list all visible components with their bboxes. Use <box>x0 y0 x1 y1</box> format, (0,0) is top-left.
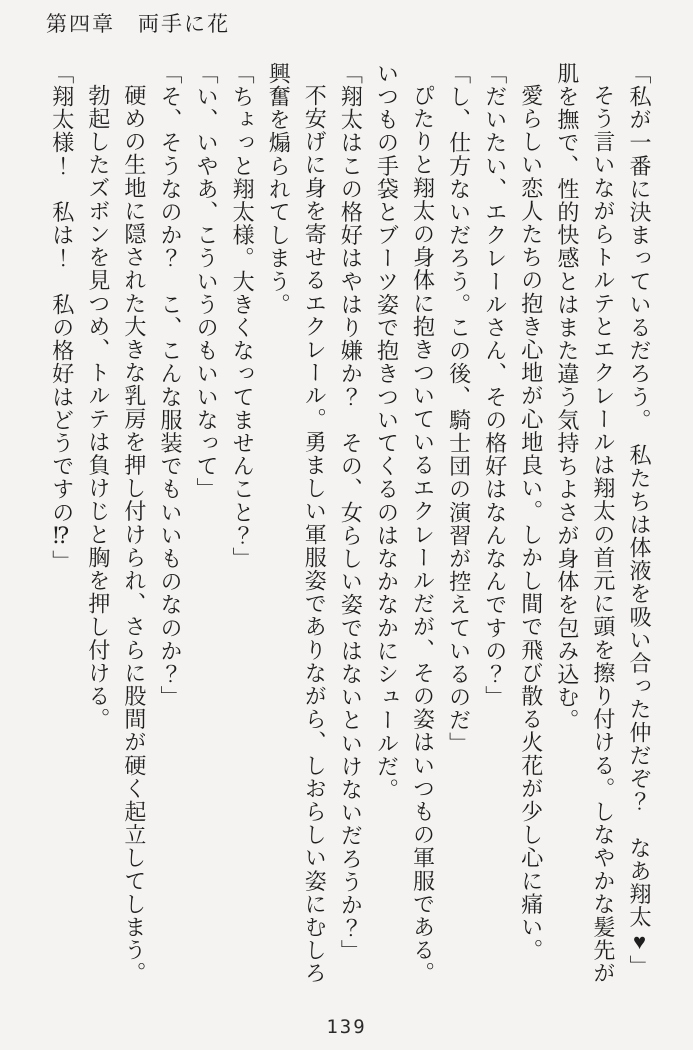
chapter-header: 第四章 両手に花 <box>46 12 230 36</box>
paragraph: 「そ、そうなのか？ こ、こんな服装でもいいものなのか？」 <box>157 62 183 709</box>
paragraph: 「私が一番に決まっているだろう。 私たちは体液を吸い合った仲だぞ？ なあ翔太♥」 <box>627 62 652 978</box>
paragraph: 愛らしい恋人たちの抱き心地が心地良い。しかし間で飛び散る火花が少し心に痛い。 <box>518 84 544 962</box>
paragraph: 硬めの生地に隠された大きな乳房を押し付けられ、さらに股間が硬く起立してしまう。 <box>121 84 147 985</box>
paragraph: 不安げに身を寄せるエクレール。勇ましい軍服姿でありながら、しおらしい姿にむしろ興奮を煽られてしまう。 <box>266 62 328 985</box>
text-body <box>44 62 657 994</box>
paragraph: 「翔太はこの格好はやはり嫌か？ その、女らしい姿ではないといけないだろうか？」 <box>338 62 364 963</box>
page-number: 139 <box>326 1016 367 1038</box>
paragraph: 「し、仕方ないだろう。この後、騎士団の演習が控えているのだ」 <box>446 62 472 755</box>
paragraph: 勃起したズボンを見つめ、トルテは負けじと胸を押し付ける。 <box>85 84 111 731</box>
paragraph: 「だいたい、エクレールさん、その格好はなんなんですの？」 <box>482 62 508 709</box>
paragraph: 「い、いやあ、こういうのもいいなって」 <box>194 62 220 501</box>
paragraph: ぴたりと翔太の身体に抱きついているエクレールだが、その姿はいつもの軍服である。いつもの手袋とブーツ姿で抱きついてくるのはなかなかにシュールだ。 <box>374 62 436 985</box>
paragraph: そう言いながらトルテとエクレールは翔太の首元に頭を擦り付ける。しなやかな髪先が肌を撫で、性的快感とはまた違う気持ちよさが身体を包み込む。 <box>554 62 616 985</box>
paragraph: 「翔太様！ 私は！ 私の格好はどうですの⁉」 <box>49 62 75 574</box>
paragraph: 「ちょっと翔太様。大きくなってませんこと？」 <box>230 62 256 571</box>
